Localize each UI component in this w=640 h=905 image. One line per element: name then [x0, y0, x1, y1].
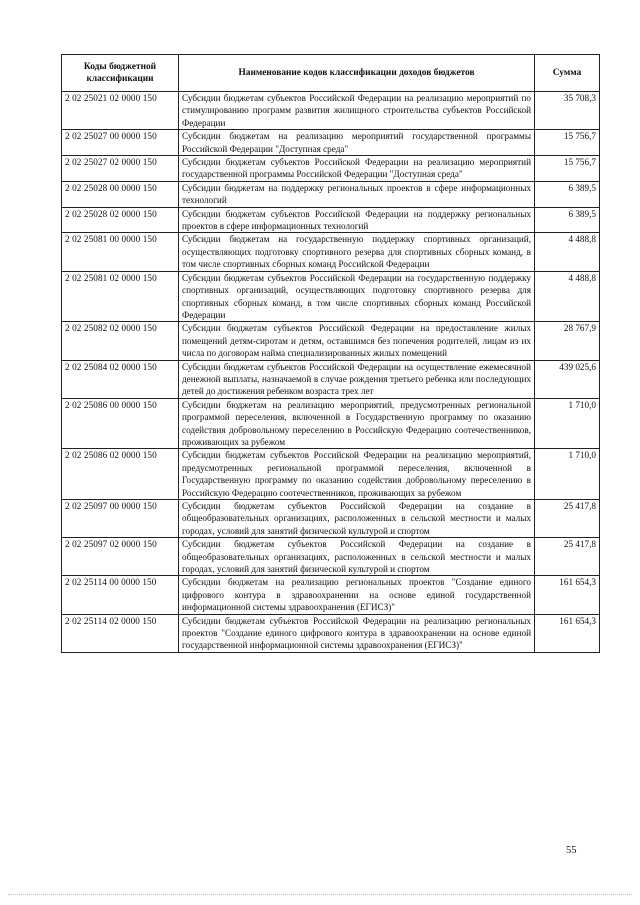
row-sum: 6 389,5: [535, 181, 600, 207]
header-code: Коды бюджетной классификации: [62, 55, 179, 92]
table-row: [62, 130, 600, 156]
row-name: Субсидии бюджетам субъектов Российской Федерации на предоставление жилых помещений детям-сиротам и детям, оставшимся без попечения родителей, лицам из их числа по договорам найма специализированных жилых помещений: [179, 322, 535, 360]
row-name: Субсидии бюджетам субъектов Российской Федерации на реализацию мероприятий, предусмотренных региональной программой переселения, включенной в Государственную программу по оказанию содействия добровольному переселению в Российскую Федерацию соотечественников, проживающих за рубежом: [179, 449, 535, 500]
row-code: 2 02 25081 00 0000 150: [62, 233, 179, 271]
row-code: 2 02 25028 00 0000 150: [62, 181, 179, 207]
row-code: 2 02 25021 02 0000 150: [62, 92, 179, 130]
row-name: Субсидии бюджетам на реализацию мероприятий государственной программы Российской Федерации "Доступная среда": [179, 130, 535, 156]
row-sum: 28 767,9: [535, 322, 600, 360]
header-name: Наименование кодов классификации доходов бюджетов: [179, 55, 535, 92]
table-row: [62, 322, 600, 360]
row-sum: 15 756,7: [535, 130, 600, 156]
row-sum: 1 710,0: [535, 398, 600, 449]
table-row: [62, 233, 600, 271]
row-name: Субсидии бюджетам на поддержку региональных проектов в сфере информационных технологий: [179, 181, 535, 207]
row-sum: 15 756,7: [535, 156, 600, 182]
row-sum: 161 654,3: [535, 614, 600, 652]
row-name: Субсидии бюджетам на реализацию мероприятий, предусмотренных региональной программой переселения, включенной в Государственную программу по оказанию содействия добровольному переселению в Российскую Федерацию соотечественников, проживающих за рубежом: [179, 398, 535, 449]
table-row: [62, 538, 600, 576]
table-row: [62, 181, 600, 207]
row-sum: 161 654,3: [535, 576, 600, 614]
row-code: 2 02 25097 02 0000 150: [62, 538, 179, 576]
table-row: [62, 614, 600, 652]
row-sum: 1 710,0: [535, 449, 600, 500]
row-name: Субсидии бюджетам субъектов Российской Федерации на государственную поддержку спортивных организаций, осуществляющих подготовку спортивного резерва для спортивных сборных команд, в том числе спортивных сборных команд Российской Федерации: [179, 271, 535, 322]
row-code: 2 02 25097 00 0000 150: [62, 500, 179, 538]
header-sum: Сумма: [535, 55, 600, 92]
row-code: 2 02 25081 02 0000 150: [62, 271, 179, 322]
row-code: 2 02 25084 02 0000 150: [62, 360, 179, 398]
row-code: 2 02 25114 02 0000 150: [62, 614, 179, 652]
row-sum: 25 417,8: [535, 500, 600, 538]
table-row: [62, 449, 600, 500]
row-name: Субсидии бюджетам субъектов Российской Федерации на осуществление ежемесячной денежной выплаты, назначаемой в случае рождения третьего ребенка или последующих детей до достижения ребенком возраста трех лет: [179, 360, 535, 398]
row-sum: 6 389,5: [535, 207, 600, 233]
row-name: Субсидии бюджетам субъектов Российской Федерации на создание в общеобразовательных организациях, расположенных в сельской местности и малых городах, условий для занятий физической культурой и спортом: [179, 500, 535, 538]
row-sum: 4 488,8: [535, 233, 600, 271]
row-name: Субсидии бюджетам субъектов Российской Федерации на реализацию мероприятий по стимулированию программ развития жилищного строительства субъектов Российской Федерации: [179, 92, 535, 130]
row-code: 2 02 25086 00 0000 150: [62, 398, 179, 449]
row-name: Субсидии бюджетам на государственную поддержку спортивных организаций, осуществляющих подготовку спортивного резерва для спортивных сборных команд, в том числе спортивных сборных команд Российской Федерации: [179, 233, 535, 271]
table-row: [62, 207, 600, 233]
table-row: [62, 500, 600, 538]
budget-revenue-table: [61, 54, 600, 653]
row-sum: 25 417,8: [535, 538, 600, 576]
table-row: [62, 576, 600, 614]
row-code: 2 02 25028 02 0000 150: [62, 207, 179, 233]
row-code: 2 02 25082 02 0000 150: [62, 322, 179, 360]
row-sum: 4 488,8: [535, 271, 600, 322]
table-row: [62, 92, 600, 130]
row-name: Субсидии бюджетам субъектов Российской Федерации на реализацию региональных проектов "Создание единого цифрового контура в здравоохранении на основе единой государственной информационной системы здравоохранения (ЕГИСЗ)": [179, 614, 535, 652]
row-code: 2 02 25027 02 0000 150: [62, 156, 179, 182]
row-code: 2 02 25027 00 0000 150: [62, 130, 179, 156]
row-sum: 439 025,6: [535, 360, 600, 398]
table-row: [62, 156, 600, 182]
table-header-row: [62, 55, 600, 92]
row-sum: 35 708,3: [535, 92, 600, 130]
row-name: Субсидии бюджетам субъектов Российской Федерации на поддержку региональных проектов в сфере информационных технологий: [179, 207, 535, 233]
table-row: [62, 271, 600, 322]
row-name: Субсидии бюджетам субъектов Российской Федерации на создание в общеобразовательных организациях, расположенных в сельской местности и малых городах, условий для занятий физической культурой и спортом: [179, 538, 535, 576]
row-code: 2 02 25114 00 0000 150: [62, 576, 179, 614]
page-number: 55: [566, 845, 577, 856]
scan-edge-line: [8, 892, 632, 895]
row-name: Субсидии бюджетам на реализацию региональных проектов "Создание единого цифрового контура в здравоохранении на основе единой государственной информационной системы здравоохранения (ЕГИСЗ)": [179, 576, 535, 614]
row-code: 2 02 25086 02 0000 150: [62, 449, 179, 500]
table-row: [62, 398, 600, 449]
table-row: [62, 360, 600, 398]
row-name: Субсидии бюджетам субъектов Российской Федерации на реализацию мероприятий государственной программы Российской Федерации "Доступная среда": [179, 156, 535, 182]
